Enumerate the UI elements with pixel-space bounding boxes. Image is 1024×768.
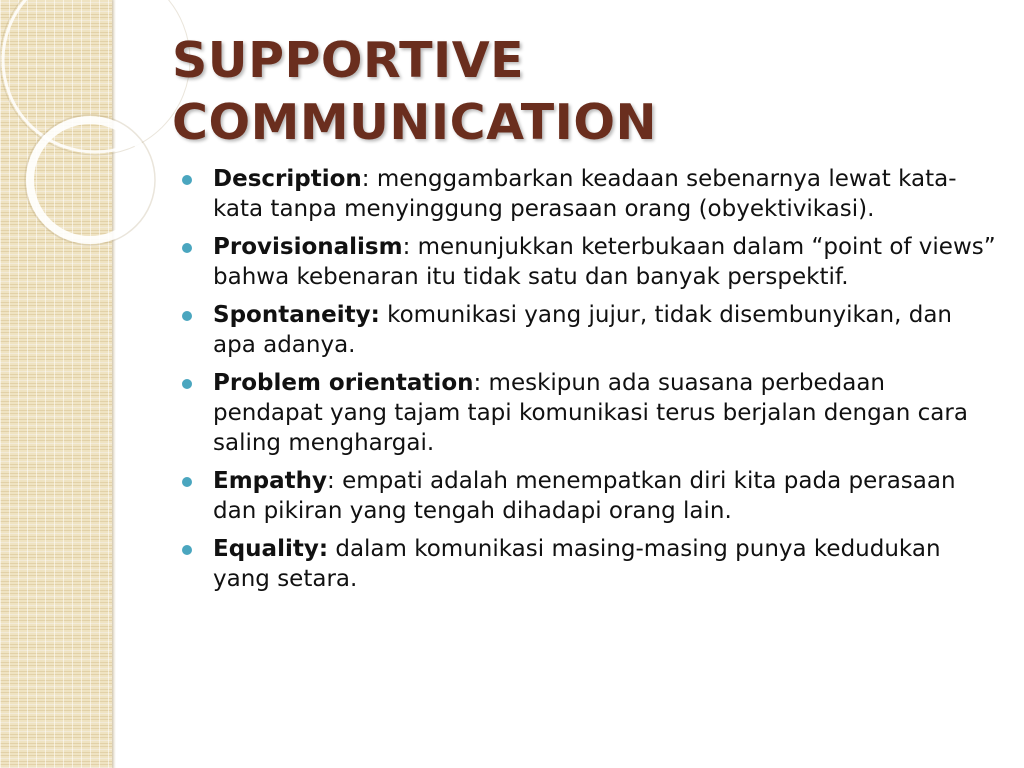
bullet-text: menunjukkan keterbukaan dalam “point of views” bahwa kebenaran itu tidak satu dan banyak perspektif. bbox=[213, 234, 996, 290]
bullet-icon bbox=[182, 477, 192, 487]
bullet-icon bbox=[182, 545, 192, 555]
decorative-ring-bottom-shadow bbox=[25, 115, 155, 245]
bullet-term: Description bbox=[213, 166, 362, 192]
bullet-separator: : bbox=[473, 370, 482, 396]
decorative-ring-bottom bbox=[30, 120, 150, 240]
bullet-text: komunikasi yang jujur, tidak disembunyikan, dan apa adanya. bbox=[213, 302, 952, 358]
bullet-separator: : bbox=[402, 234, 411, 260]
list-item bbox=[180, 534, 1000, 594]
list-item bbox=[180, 164, 1000, 224]
bullet-separator: : bbox=[361, 166, 370, 192]
page-title bbox=[172, 30, 932, 154]
bullet-text: dalam komunikasi masing-masing punya kedudukan yang setara. bbox=[213, 536, 941, 592]
bullet-icon bbox=[182, 311, 192, 321]
bullet-icon bbox=[182, 243, 192, 253]
title-line-1: SUPPORTIVE bbox=[172, 32, 525, 89]
decorative-rings bbox=[0, 0, 200, 300]
bullet-icon bbox=[182, 379, 192, 389]
title-line-2: COMMUNICATION bbox=[172, 94, 658, 151]
bullet-term: Spontaneity: bbox=[213, 302, 380, 328]
bullet-list bbox=[180, 164, 1000, 602]
list-item bbox=[180, 232, 1000, 292]
list-item bbox=[180, 466, 1000, 526]
bullet-term: Problem orientation bbox=[213, 370, 474, 396]
bullet-term: Empathy bbox=[213, 468, 328, 494]
decorative-ring-top-shadow bbox=[0, 0, 190, 155]
bullet-text: empati adalah menempatkan diri kita pada perasaan dan pikiran yang tengah dihadapi orang lain. bbox=[213, 468, 956, 524]
bullet-text: meskipun ada suasana perbedaan pendapat yang tajam tapi komunikasi terus berjalan dengan cara saling menghargai. bbox=[213, 370, 968, 456]
bullet-text: menggambarkan keadaan sebenarnya lewat kata-kata tanpa menyinggung perasaan orang (obyektivikasi). bbox=[213, 166, 957, 222]
list-item bbox=[180, 300, 1000, 360]
bullet-icon bbox=[182, 175, 192, 185]
list-item bbox=[180, 368, 1000, 458]
bullet-term: Equality: bbox=[213, 536, 329, 562]
bullet-separator: : bbox=[327, 468, 335, 494]
bullet-term: Provisionalism bbox=[213, 234, 403, 260]
